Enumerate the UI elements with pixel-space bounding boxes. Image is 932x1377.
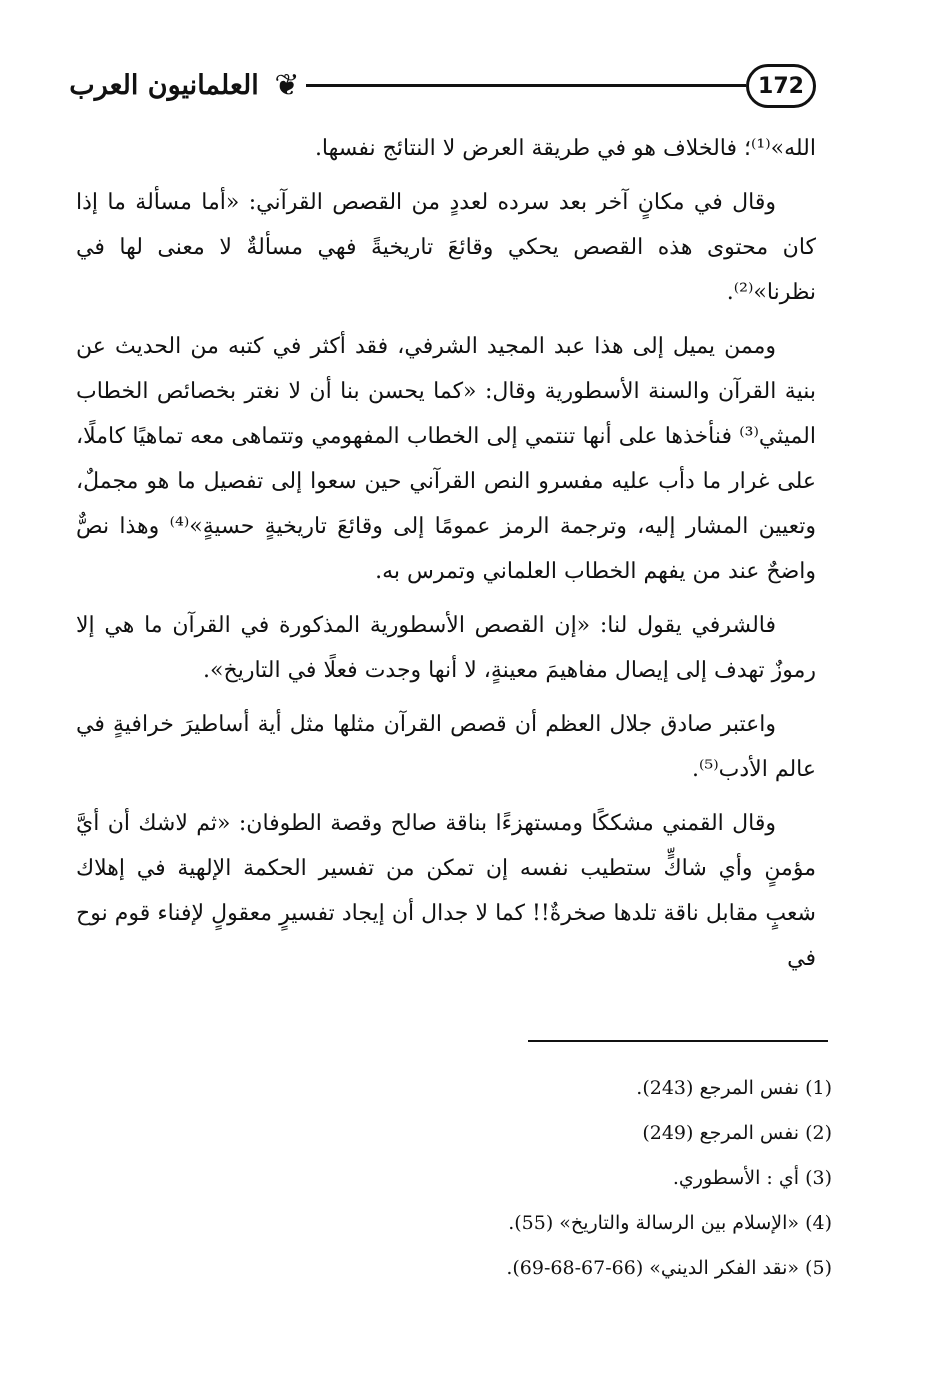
book-title: العلمانيون العرب: [69, 70, 259, 101]
footnotes: [120, 1066, 832, 1291]
footnote-3: (3) أي : الأسطوري.: [672, 1167, 832, 1189]
fleuron-ornament-icon: ❦: [274, 68, 300, 103]
page-number: 172: [746, 64, 816, 108]
paragraph: وقال في مكانٍ آخر بعد سرده لعددٍ من القصص القرآني: «أما مسألة ما إذا كان محتوى هذه القصص يحكي وقائعَ تاريخيةً فهي مسألةٌ لا معنى لها في نظرنا»⁽²⁾.: [76, 190, 816, 305]
paragraph: وممن يميل إلى هذا عبد المجيد الشرفي، فقد أكثر في كتبه من الحديث عن بنية القرآن والسنة الأسطورية وقال: «كما يحسن بنا أن لا نغتر بخصائص الخطاب الميثي⁽³⁾ فنأخذها على أنها تنتمي إلى الخطاب المفهومي وتتماهى معه تماهيًا كاملًا، على غرار ما دأب عليه مفسرو النص القرآني حين سعوا إلى تفصيل ما هو مجملٌ، وتعيين المشار إليه، وترجمة الرمز عمومًا إلى وقائعَ تاريخيةٍ حسيةٍ»⁽⁴⁾ وهذا نصٌّ واضحٌ عند من يفهم الخطاب العلماني وتمرس به.: [76, 334, 816, 584]
page-header: [60, 62, 820, 118]
footnote-5: (5) «نقد الفكر الديني» (66-67-68-69).: [506, 1257, 832, 1279]
footnote-1: (1) نفس المرجع (243).: [636, 1077, 832, 1099]
footnote-separator: [528, 1040, 828, 1042]
footnote-4: (4) «الإسلام بين الرسالة والتاريخ» (55).: [508, 1212, 832, 1234]
header-rule: [306, 84, 746, 87]
body-text: [76, 126, 816, 990]
paragraph: الله»⁽¹⁾؛ فالخلاف هو في طريقة العرض لا النتائج نفسها.: [314, 136, 816, 161]
paragraph: فالشرفي يقول لنا: «إن القصص الأسطورية المذكورة في القرآن ما هي إلا رموزٌ تهدف إلى إيصال مفاهيمَ معينةٍ، لا أنها وجدت فعلًا في التاريخ».: [76, 613, 816, 683]
footnote-2: (2) نفس المرجع (249): [642, 1122, 832, 1144]
paragraph: وقال القمني مشككًا ومستهزءًا بناقة صالح وقصة الطوفان: «ثم لاشك أن أيَّ مؤمنٍ وأي شاكٍّ ستطيب نفسه إن تمكن من تفسير الحكمة الإلهية في إهلاك شعبٍ مقابل ناقة تلدها صخرةٌ!! كما لا جدال أن إيجاد تفسيرٍ معقولٍ لإفناء قوم نوح في: [76, 811, 816, 971]
paragraph: واعتبر صادق جلال العظم أن قصص القرآن مثلها مثل أية أساطيرَ خرافيةٍ في عالم الأدب⁽⁵⁾.: [76, 712, 816, 782]
